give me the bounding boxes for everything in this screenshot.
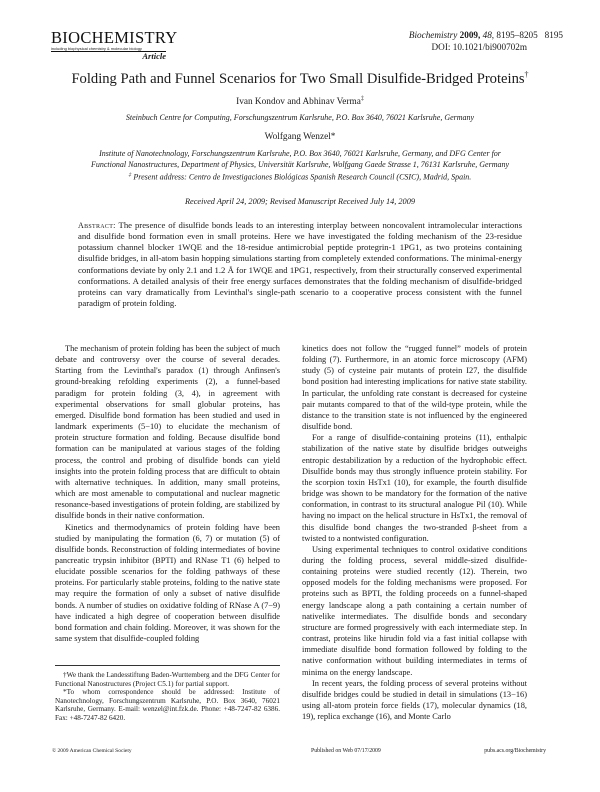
page-number: 8195 xyxy=(544,30,563,40)
journal-url[interactable]: pubs.acs.org/Biochemistry xyxy=(484,748,546,754)
journal-volume: 48, xyxy=(482,30,495,40)
received-dates: Received April 24, 2009; Revised Manuscript Received July 14, 2009 xyxy=(184,197,415,206)
body-left-column xyxy=(55,343,280,644)
footnotes xyxy=(55,671,280,723)
paragraph: The mechanism of protein folding has been the subject of much debate and controversy over the course of several decades. Starting from the Levinthal's paradox (1) through Anfinsen's ground-breaking refolding experiments (2), a funnel-based paradigm for protein folding (3, 4), in agreement with experimental observations for small globular proteins, has emerged. Disulfide bond formation has been studied and used in landmark experiments (5−10) to elucidate the mechanism of protein structure formation and folding. Because disulfide bond formation can be manipulated at various stages of the folding process, the control and probing of disulfide bonds can yield insights into the protein folding process that are difficult to obtain with alternative techniques. In addition, many small proteins, which are most amenable to computational and nuclear magnetic resonance-based investigations of protein folding, are stabilized by disulfide bonds in their native conformation. xyxy=(55,344,280,521)
abstract-text: The presence of disulfide bonds leads to an interesting interplay between noncovalent intramolecular interactions and disulfide bond formation even in small proteins. Here we have investigated the folding mechanism of the 23-residue potassium channel blocker 1WQE and the 18-residue antimicrobial peptide protegrin-1 1PG1, as two proteins containing disulfide bridges, in all-atom basin hopping simulations starting from completely extended conformations. The minimal-energy conformations deviate by only 2.1 and 1.2 Å for 1WQE and 1PG1, respectively, from their structurally conserved experimental conformations. A detailed analysis of their free energy surfaces demonstrates that the folding mechanism of disulfide-bridged proteins can vary dramatically from Levinthal's single-path scenario to a cooperative process consistent with the funnel paradigm of protein folding. xyxy=(78,220,522,309)
journal-pages: 8195–8205 xyxy=(496,30,538,40)
abstract-label: Abstract: xyxy=(78,221,116,230)
journal-logo-tagline: including biophysical chemistry & molecular biology xyxy=(51,46,166,52)
affiliation-2: Institute of Nanotechnology, Forschungszentrum Karlsruhe, P.O. Box 3640, 76021 Karlsruhe, Germany, and DFG Center for Functional Nanostructures, Department of Physics, Universität Karlsruhe, Wolfgang Gaede Strasse 1, 76131 Karlsruhe, Germany ‡ Present address: Centro de Investigaciones Biológicas Spanish Research Council (CSIC), Madrid, Spain. xyxy=(0,149,600,183)
paragraph: kinetics does not follow the “rugged funnel” models of protein folding (7). Furthermore, in an atomic force microscopy (AFM) study (5) of cysteine pair mutants of protein I27, the disulfide bond position had interesting implications for native state stability. In particular, the unfolding rate constant is decreased for cysteine pair mutants compared to that of the wild-type protein, while the distance to the transition state is not influenced by the engineered disulfide bond. xyxy=(302,344,527,432)
paragraph: In recent years, the folding process of several proteins without disulfide bridges could be studied in detail in simulations (13−16) using all-atom protein force fields (17), molecular dynamics (18, 19), replica exchange (16), and Monte Carlo xyxy=(302,678,527,722)
copyright: © 2009 American Chemical Society xyxy=(52,748,132,754)
published-date: Published on Web 07/17/2009 xyxy=(311,748,381,754)
journal-year: 2009, xyxy=(459,30,481,40)
authors-group-2: Wolfgang Wenzel* xyxy=(264,132,336,142)
journal-logo-name: BIOCHEMISTRY xyxy=(51,28,178,47)
body-right-column xyxy=(302,343,527,722)
paragraph: Kinetics and thermodynamics of protein folding have been studied by manipulating the formation (6, 7) or mutation (5) of disulfide bonds. Reconstruction of folding intermediates of bovine pancreatic trypsin inhibitor (BPTI) and RNase T1 (6) helped to elucidate possible scenarios for the folding pathways of these proteins. For particularly stable proteins, folding to the native state may require the formation of only a subset of native disulfide bonds. A number of studies on oxidative folding of RNase A (7−9) have indicated a high degree of cooperation between disulfide bond formation and chain folding. Moreover, it was shown for the same system that disulfide-coupled folding xyxy=(55,522,280,644)
journal-name: Biochemistry xyxy=(408,30,458,40)
article-title: Folding Path and Funnel Scenarios for Two Small Disulfide-Bridged Proteins† xyxy=(71,70,529,87)
paragraph: For a range of disulfide-containing proteins (11), enthalpic stabilization of the native state by disulfide bridges outweighs entropic destabilization by a reduction of the hydrophobic effect. Disulfide bonds may thus strongly influence protein stability. For the scorpion toxin HsTx1 (10), for example, the fourth disulfide bridge was shown to be mandatory for the formation of the native conformation, in contrast to its structural analogue Pil (10). While having no impact on the helical structure in HsTx1, the removal of this disulfide bond changes the two-stranded β-sheet from a twisted to a nontwisted configuration. xyxy=(302,433,527,543)
footnote-correspondence: *To whom correspondence should be addressed: Institute of Nanotechnology, Forschungszentrum Karlsruhe, P.O. Box 3640, 76021 Karlsruhe, Germany. E-mail: wenzel@int.fzk.de. Phone: +48-7247-82 6386. Fax: +48-7247-82 6420. xyxy=(55,688,280,722)
authors-group-1: Ivan Kondov and Abhinav Verma‡ xyxy=(236,96,364,108)
abstract xyxy=(78,220,522,309)
footnote-divider xyxy=(55,665,280,666)
paragraph: Using experimental techniques to control oxidative conditions during the folding process, several middle-sized disulfide-containing proteins were studied recently (12). Therein, two opposed models for the folding mechanisms were proposed. For proteins such as BPTI, the folding proceeds on a funnel-shaped energy landscape along a path containing a certain number of nativelike intermediates. The disulfide bonds and secondary structure are formed progressively with each intermediate step. In contrast, proteins like hirudin fold via a fast initial collapse with immediate disulfide bond formation followed by folding to the native conformation without building intermediates in terms of minima on the energy landscape. xyxy=(302,544,527,677)
article-type-label: Article xyxy=(142,51,166,61)
journal-logo xyxy=(51,28,178,61)
present-address: ‡ Present address: Centro de Investigaciones Biológicas Spanish Research Council (CSIC), Madrid, Spain. xyxy=(128,172,472,182)
affiliation-1: Steinbuch Centre for Computing, Forschungszentrum Karlsruhe, P.O. Box 3640, 76021 Karlsruhe, Germany xyxy=(125,113,475,122)
title-footnote-mark: † xyxy=(524,70,529,79)
doi[interactable]: DOI: 10.1021/bi900702m xyxy=(431,42,527,52)
journal-citation xyxy=(409,29,563,53)
footnote-funding: †We thank the Landesstiftung Baden-Wurttemberg and the DFG Center for Functional Nanostructures (Project C5.1) for partial support. xyxy=(55,671,280,688)
